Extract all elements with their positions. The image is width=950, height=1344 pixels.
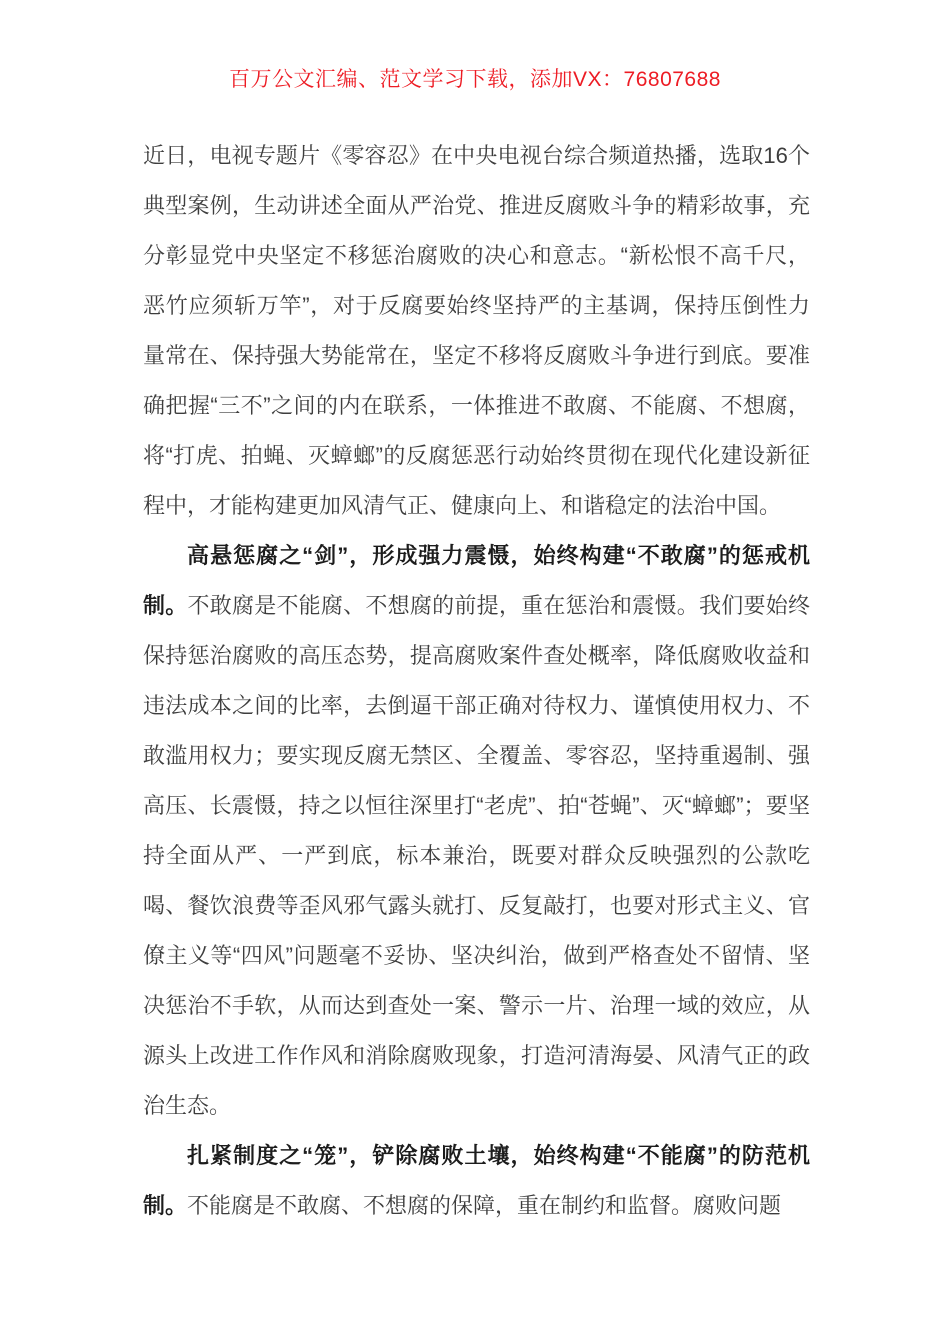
paragraph-text: 不能腐是不敢腐、不想腐的保障，重在制约和监督。腐败问题: [187, 1193, 782, 1218]
paragraph-lead-bold: 扎紧制度之“笼”，铲除腐败土壤，始终构建“不能腐”的防范机制。: [143, 1143, 810, 1218]
paragraph: [143, 1131, 810, 1231]
paragraph: [143, 131, 810, 531]
watermark-notice: 百万公文汇编、范文学习下载，添加VX：76807688: [229, 68, 721, 91]
paragraph: [143, 531, 810, 1131]
paragraph-lead-bold: 高悬惩腐之“剑”，形成强力震慑，始终构建“不敢腐”的惩戒机制。: [143, 543, 810, 618]
paragraph-text: 不敢腐是不能腐、不想腐的前提，重在惩治和震慑。我们要始终保持惩治腐败的高压态势，提高腐败案件查处概率，降低腐败收益和违法成本之间的比率，去倒逼干部正确对待权力、谨慎使用权力、不敢滥用权力；要实现反腐无禁区、全覆盖、零容忍，坚持重遏制、强高压、长震慑，持之以恒往深里打“老虎”、拍“苍蝇”、灭“蟑螂”；要坚持全面从严、一严到底，标本兼治，既要对群众反映强烈的公款吃喝、餐饮浪费等歪风邪气露头就打、反复敲打，也要对形式主义、官僚主义等“四风”问题毫不妥协、坚决纠治，做到严格查处不留情、坚决惩治不手软，从而达到查处一案、警示一片、治理一域的效应，从源头上改进工作作风和消除腐败现象，打造河清海晏、风清气正的政治生态。: [143, 593, 810, 1118]
document-body: [143, 131, 810, 1231]
paragraph-text: 近日，电视专题片《零容忍》在中央电视台综合频道热播，选取16个典型案例，生动讲述全面从严治党、推进反腐败斗争的精彩故事，充分彰显党中央坚定不移惩治腐败的决心和意志。“新松恨不高千尺，恶竹应须斩万竿”，对于反腐要始终坚持严的主基调，保持压倒性力量常在、保持强大势能常在，坚定不移将反腐败斗争进行到底。要准确把握“三不”之间的内在联系，一体推进不敢腐、不能腐、不想腐，将“打虎、拍蝇、灭蟑螂”的反腐惩恶行动始终贯彻在现代化建设新征程中，才能构建更加风清气正、健康向上、和谐稳定的法治中国。: [143, 143, 810, 518]
